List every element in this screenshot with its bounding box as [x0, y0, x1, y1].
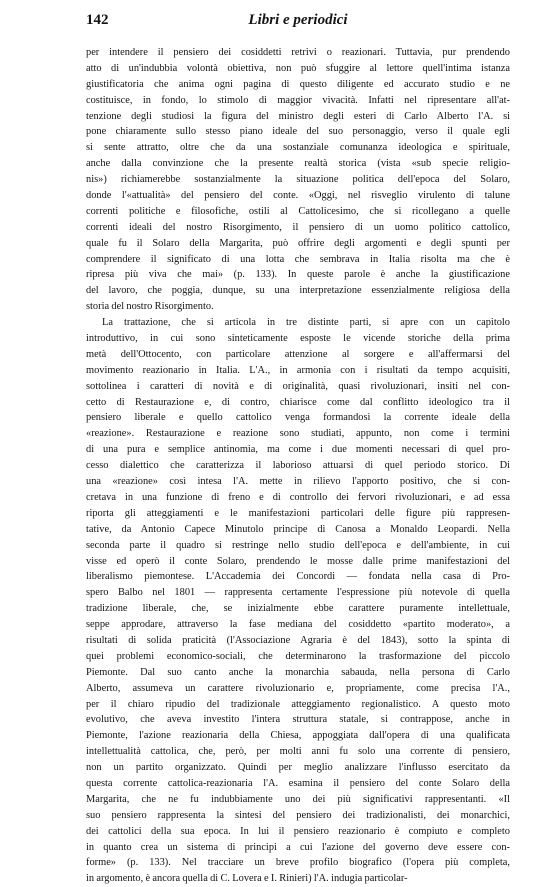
text-line: Margarita, che ne fu indubbiamente uno dei più significativi rappresentanti. «Il	[86, 793, 510, 805]
body-text	[86, 45, 510, 887]
text-line: del lavoro, che poggia, dunque, su una interpretazione essenzialmente religiosa della	[86, 285, 510, 297]
text-line: seppe approdare, attraverso la fase mediana del cosiddetto «partito moderato», a	[86, 619, 510, 631]
text-line: sottolinea i caratteri di novità e di originalità, quasi rivoluzionari, insiti nel con-	[86, 380, 510, 392]
text-line: Piemonte. Dal suo canto anche la monarchia sabauda, nella persona di Carlo	[86, 666, 510, 678]
text-line: evolutivo, che aveva investito l'intera struttura statale, si contrappose, anche in	[86, 714, 510, 726]
text-line: Piemonte, l'azione reazionaria della Chiesa, appoggiata dall'opera di una qualificata	[86, 730, 510, 742]
text-line: quei problemi economico-sociali, che determinarono la trasformazione del piccolo	[86, 650, 510, 662]
text-line: di una pura e semplice antinomia, ma come i due momenti necessari di quel pro-	[86, 444, 510, 456]
text-line: visse ed operò il conte Solaro, prendendo le mosse dalle prime manifestazioni del	[86, 555, 510, 567]
text-line: tative, da Antonio Capece Minutolo principe di Canosa a Monaldo Leopardi. Nella	[86, 523, 510, 535]
text-line: cesso dialettico che caratterizza il laborioso attuarsi di quel periodo storico. Di	[86, 460, 510, 472]
text-line: cetto di Restaurazione e, di contro, chiarisce come dal conflitto ideologico tra il	[86, 396, 510, 408]
text-line: una «reazione» così intesa l'A. mette in rilievo l'apporto positivo, che si con-	[86, 476, 510, 488]
text-line: comprendere il significato di una lotta che sembrava in Italia risolta ma che è	[86, 253, 510, 265]
text-line: anche dalla convinzione che la presente realtà storica (vista «sub specie religio-	[86, 158, 510, 170]
text-line: in argomento, è ancora quella di C. Lovera e I. Rinieri) l'A. indugia particolar-	[86, 873, 408, 885]
text-line: intellettualità cattolica, che, però, per molti anni fu solo una corrente di pensiero,	[86, 746, 510, 758]
paragraph	[86, 315, 510, 887]
text-line: La trattazione, che si articola in tre distinte parti, si apre con un capitolo	[102, 317, 510, 329]
text-line: pensiero liberale e quello cattolico venga formandosi la corrente ideale della	[86, 412, 510, 424]
page-header	[86, 12, 510, 36]
text-line: questa corrente cattolica-reazionaria l'A. esamina il pensiero del conte Solaro della	[86, 777, 510, 789]
text-line: Alberto, assumeva un carattere rivoluzionario e, propriamente, come precisa l'A.,	[86, 682, 510, 694]
text-line: liberalismo piemontese. L'Accademia dei Concordi — fondata nella casa di Pro-	[86, 571, 510, 583]
text-line: in quanto crea un sistema di principi a cui l'azione del governo deve essere con-	[86, 841, 510, 853]
running-title: Libri e periodici	[248, 12, 348, 28]
text-line: introduttivo, in cui sono sinteticamente esposte le vicende storiche della prima	[86, 333, 510, 345]
text-line: per intendere il pensiero dei cosiddetti retrivi o reazionari. Tuttavia, pur prendendo	[86, 47, 510, 58]
text-line: non un partito organizzato. Quindi per meglio analizzare l'influsso esercitato da	[86, 762, 510, 774]
text-line: correnti ideali del nostro Risorgimento, il pensiero di un uomo politico cattolico,	[86, 221, 510, 233]
text-line: tenzione degli studiosi la figura del ministro degli esteri di Carlo Alberto l'A. si	[86, 110, 510, 122]
text-line: quale fu il Solaro della Margarita, può offrire degli argomenti e degli spunti per	[86, 237, 510, 249]
text-line: spero Balbo nel 1801 — rappresenta certamente l'espressione più notevole di quella	[86, 587, 510, 599]
text-line: cretava in una funzione di freno e di controllo dei fervori rivoluzionari, e ad essa	[86, 491, 510, 503]
text-line: seconda parte il quadro si restringe nello studio dell'epoca e dell'ambiente, in cui	[86, 539, 510, 551]
text-line: dei cattolici della sua epoca. In lui il pensiero reazionario è compiuto e completo	[86, 825, 510, 837]
text-line: si sente attratto, oltre che da una sostanziale comunanza ideologica e spirituale,	[86, 142, 510, 154]
text-line: atto di un'indubbia volontà obiettiva, non può sfuggire al lettore quell'intima istanza	[86, 62, 510, 74]
text-line: correnti politiche e filosofiche, ostili al Cattolicesimo, che si ricollegano a quelle	[86, 205, 510, 217]
text-line: per il chiaro ripudio del tradizionale atteggiamento regionalistico. A questo moto	[86, 698, 510, 710]
text-line: pone chiaramente sullo stesso piano ideale del suo personaggio, verso il quale egli	[86, 126, 510, 138]
text-line: nis») richiamerebbe sostanzialmente la situazione politica dell'epoca del Solaro,	[86, 174, 510, 186]
text-line: giustificatoria che anima ogni pagina di questo diligente ed accurato studio e ne	[86, 78, 510, 90]
text-line: metà dell'Ottocento, con particolare attenzione al sorgere e all'affermarsi del	[86, 348, 510, 360]
text-line: donde l'«attualità» del pensiero del conte. «Oggi, nel risveglio virulento di talune	[86, 190, 510, 202]
text-line: forme» (p. 133). Nel tracciare un breve profilo biografico (l'opera più completa,	[86, 857, 510, 869]
text-line: «reazione». Restaurazione e reazione sono studiati, appunto, non come i termini	[86, 428, 510, 440]
text-line: movimento reazionario in Italia. L'A., in armonia con i risultati da tempo acquisiti,	[86, 364, 510, 376]
page-number: 142	[86, 12, 109, 28]
text-line: suo pensiero rappresenta la sintesi del pensiero dei tradizionalisti, dei monarchici,	[86, 809, 510, 821]
text-line: riporta gli atteggiamenti e le manifestazioni particolari delle figure più rappresen-	[86, 507, 510, 519]
text-line: ripresa più viva che mai» (p. 133). In queste parole è anche la giustificazione	[86, 269, 510, 281]
paragraph	[86, 45, 510, 315]
text-line: costituisce, in fondo, lo stimolo di maggior vivacità. Infatti nel ripresentare all'at-	[86, 94, 510, 106]
text-line: storia del nostro Risorgimento.	[86, 301, 214, 313]
text-line: tradizione liberale, che, se inizialmente ebbe carattere puramente intellettuale,	[86, 603, 510, 615]
text-line: risultati di solida praticità (l'Associazione Agraria è del 1843), sotto la spinta di	[86, 634, 510, 646]
